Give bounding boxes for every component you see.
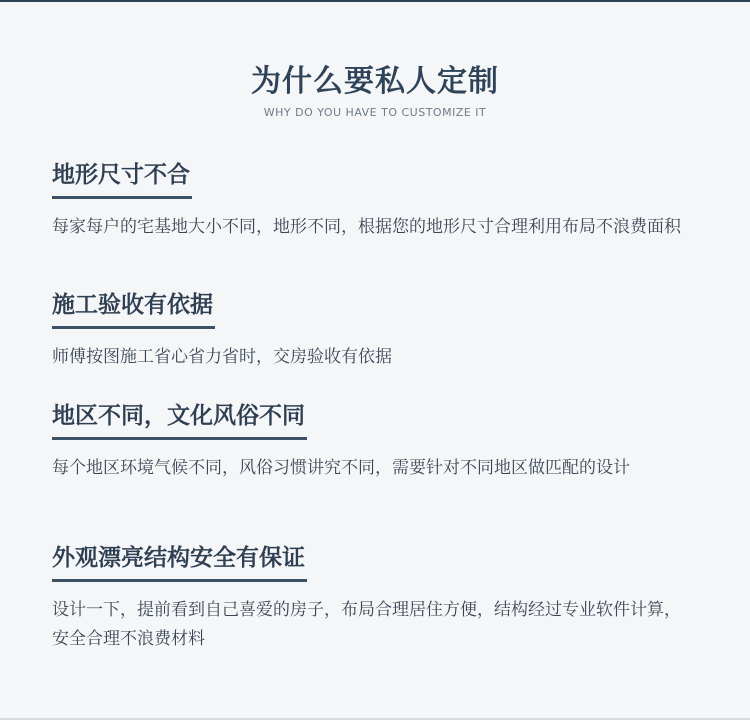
section-appearance-structure xyxy=(52,543,702,654)
section-terrain-size xyxy=(52,160,702,242)
section-body: 每家每户的宅基地大小不同，地形不同，根据您的地形尺寸合理利用布局不浪费面积 xyxy=(52,217,681,237)
section-construction-acceptance xyxy=(52,290,702,372)
section-heading: 地区不同，文化风俗不同 xyxy=(52,401,307,440)
section-heading: 地形尺寸不合 xyxy=(52,160,192,199)
page-header xyxy=(0,62,750,120)
section-body: 师傅按图施工省心省力省时，交房验收有依据 xyxy=(52,347,392,367)
section-body: 每个地区环境气候不同，风俗习惯讲究不同，需要针对不同地区做匹配的设计 xyxy=(52,458,630,478)
section-regional-culture xyxy=(52,401,702,483)
section-heading: 外观漂亮结构安全有保证 xyxy=(52,543,307,582)
top-divider xyxy=(0,0,750,2)
page-title: 为什么要私人定制 xyxy=(251,64,499,99)
page-subtitle: WHY DO YOU HAVE TO CUSTOMIZE IT xyxy=(263,106,487,119)
section-heading: 施工验收有依据 xyxy=(52,290,215,329)
section-body: 设计一下，提前看到自己喜爱的房子，布局合理居住方便，结构经过专业软件计算，安全合理不浪费材料 xyxy=(52,600,681,649)
